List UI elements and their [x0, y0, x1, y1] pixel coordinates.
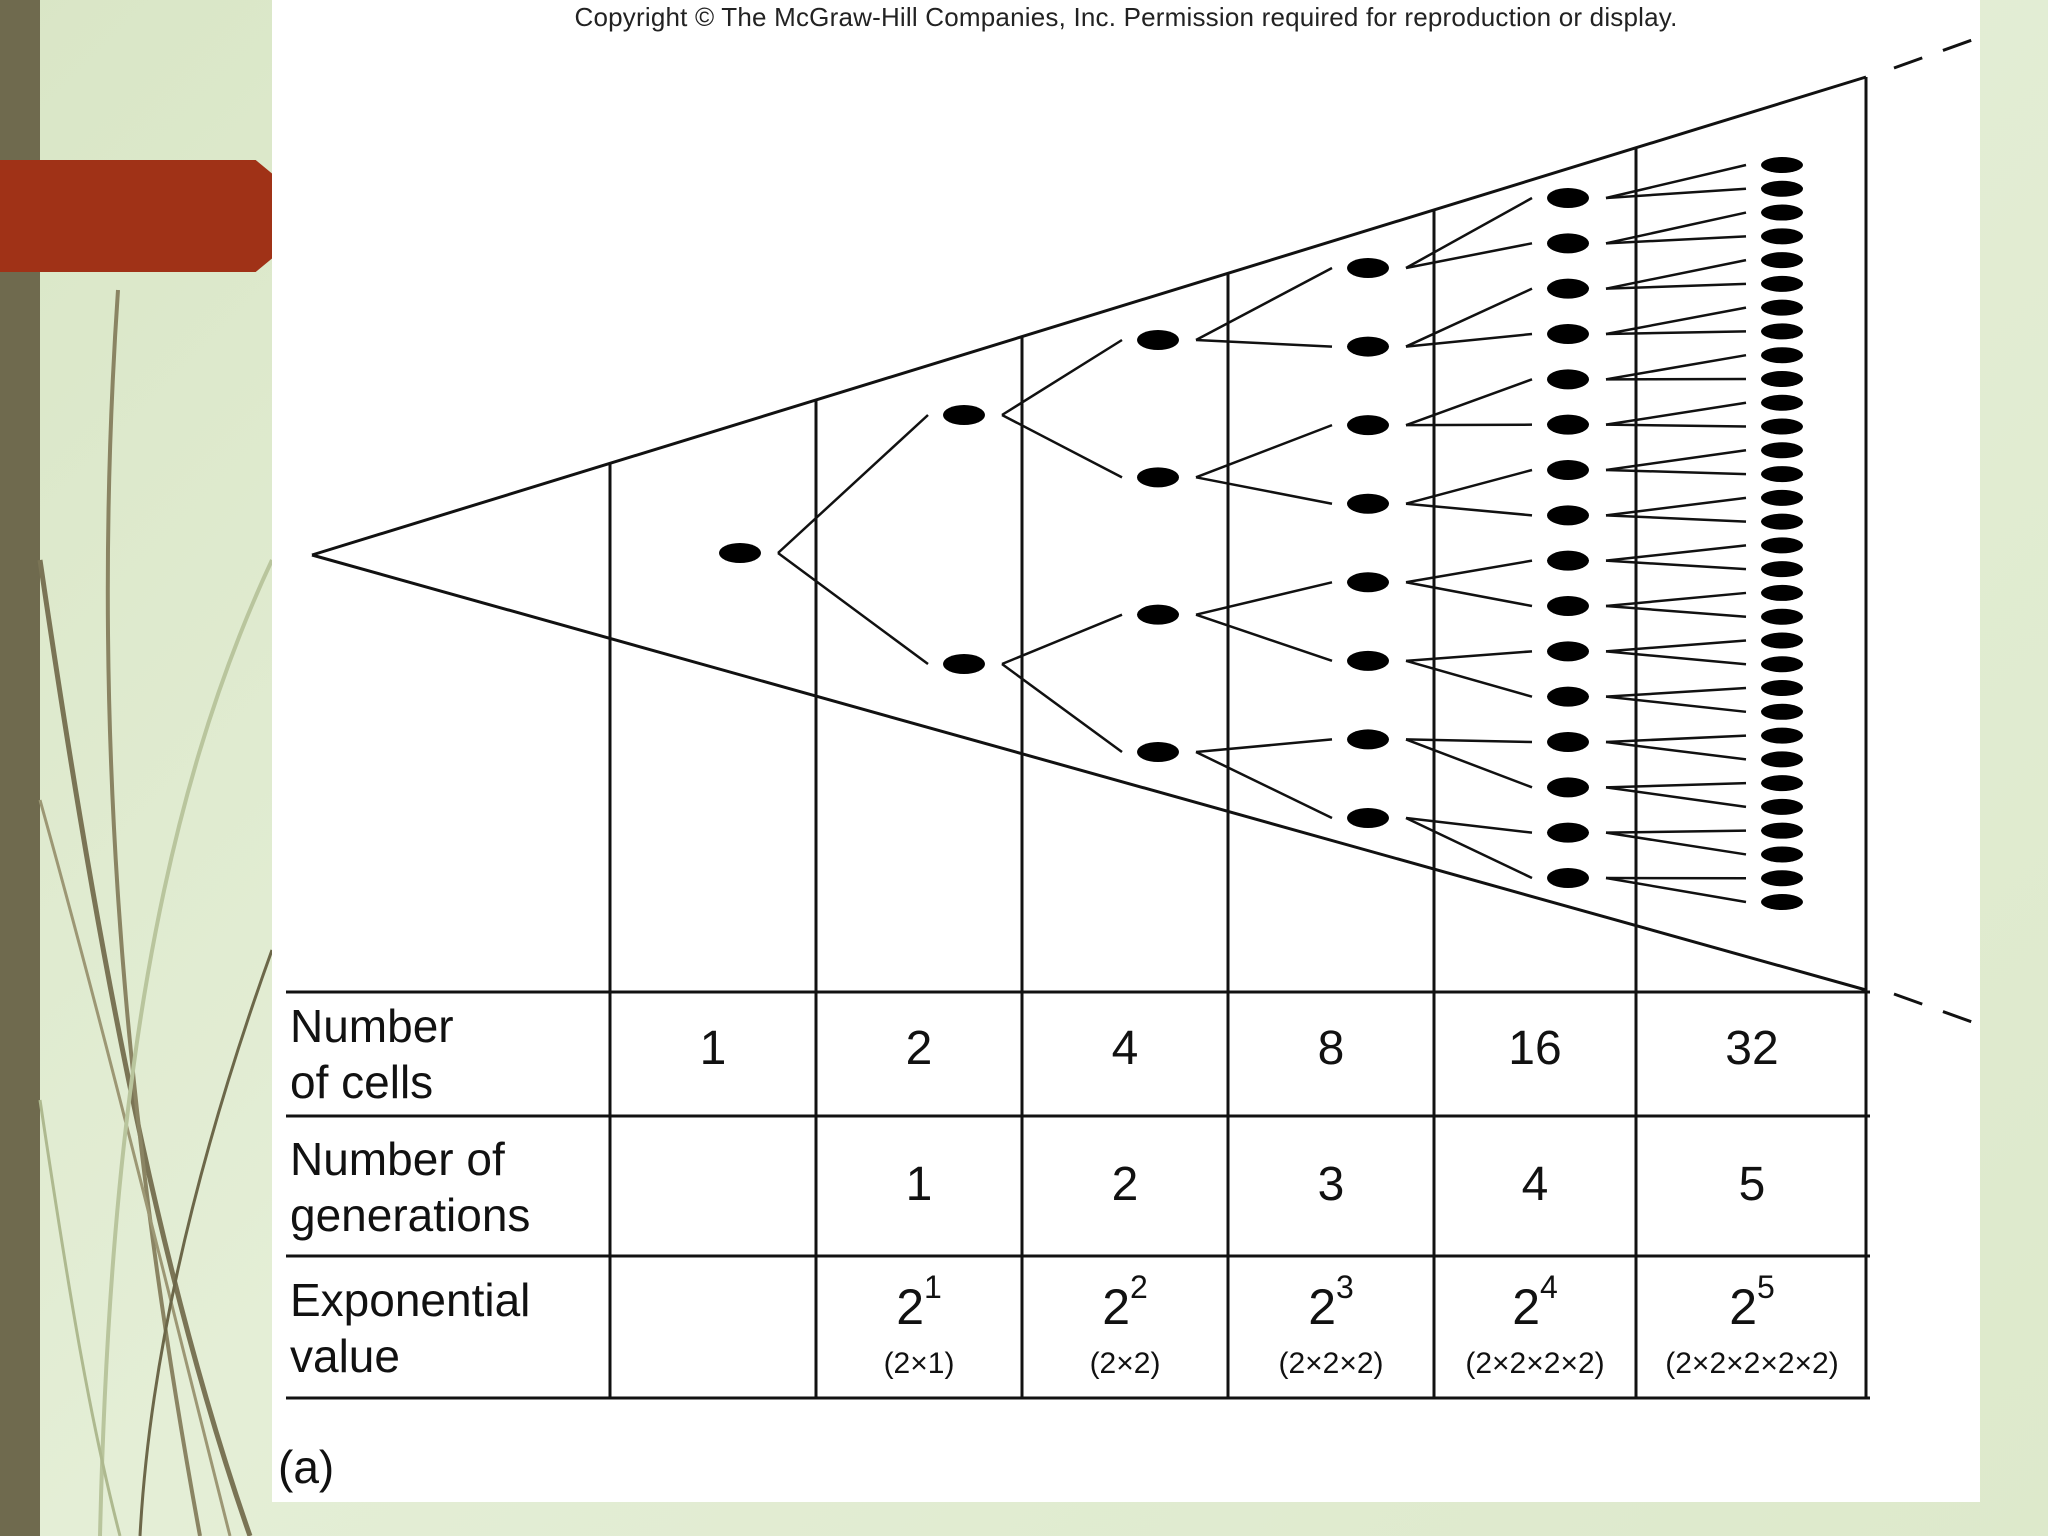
division-line: [1406, 379, 1532, 425]
bacterial-cell: [943, 405, 985, 425]
bacterial-cell: [1547, 324, 1589, 344]
bacterial-cell: [1347, 494, 1389, 514]
bacterial-cell: [1761, 466, 1803, 482]
bacterial-cell: [1761, 442, 1803, 458]
division-line: [1406, 334, 1532, 347]
division-line: [1606, 833, 1746, 855]
triangle-edge-bottom: [312, 555, 1866, 990]
division-line: [1606, 697, 1746, 712]
division-line: [1606, 878, 1746, 902]
generations-value: 2: [1111, 1158, 1139, 1211]
generations-value: 3: [1317, 1158, 1345, 1211]
bacterial-cell: [1761, 585, 1803, 601]
division-line: [1406, 818, 1532, 878]
bacterial-cell: [1761, 704, 1803, 720]
division-line: [1606, 355, 1746, 379]
bacterial-cell: [1547, 551, 1589, 571]
division-line: [1606, 470, 1746, 474]
division-line: [1606, 831, 1746, 833]
cells-value: 2: [905, 1022, 933, 1075]
bacterial-cell: [1761, 490, 1803, 506]
division-line: [1406, 661, 1532, 697]
cells-value: 4: [1111, 1022, 1139, 1075]
division-line: [1606, 783, 1746, 787]
bacterial-cell: [1761, 276, 1803, 292]
cells-value: 16: [1508, 1022, 1562, 1075]
bacterial-cell: [1137, 742, 1179, 762]
bacterial-cell: [1761, 799, 1803, 815]
generations-value: 5: [1738, 1158, 1766, 1211]
division-line: [1406, 739, 1532, 787]
division-line: [1606, 787, 1746, 807]
slide-accent-tab: [0, 160, 272, 272]
bacterial-cell: [1761, 680, 1803, 696]
bacterial-cell: [1761, 323, 1803, 339]
cells-value: 32: [1725, 1022, 1779, 1075]
bacterial-cell: [1547, 596, 1589, 616]
bacterial-cell: [1137, 605, 1179, 625]
bacterial-cell: [1547, 823, 1589, 843]
bacterial-cell: [1547, 732, 1589, 752]
division-line: [1606, 545, 1746, 560]
row-label-exponential: Exponential value: [290, 1274, 531, 1383]
division-line: [1406, 289, 1532, 347]
division-line: [1606, 450, 1746, 470]
bacterial-cell: [1547, 415, 1589, 435]
division-line: [1406, 651, 1532, 661]
exponential-value: $2^1$ (2×1): [883, 1269, 955, 1380]
bacterial-cell: [1137, 330, 1179, 350]
division-line: [1606, 403, 1746, 425]
division-line: [778, 415, 928, 553]
division-line: [1196, 477, 1332, 503]
bacterial-cell: [1761, 775, 1803, 791]
division-line: [1196, 340, 1332, 347]
bacterial-cell: [1761, 846, 1803, 862]
bacterial-cell: [1547, 460, 1589, 480]
exponential-value: $2^3$ (2×2×2): [1278, 1269, 1384, 1380]
bacterial-cell: [1761, 656, 1803, 672]
division-line: [1002, 664, 1122, 752]
bacterial-cell: [943, 654, 985, 674]
bacterial-cell: [1761, 751, 1803, 767]
cells-value: 1: [699, 1022, 727, 1075]
division-line: [1406, 561, 1532, 583]
bacterial-cell: [1347, 258, 1389, 278]
division-line: [1196, 615, 1332, 661]
exponential-value: $2^2$ (2×2): [1089, 1269, 1161, 1380]
bacterial-cell: [1761, 561, 1803, 577]
bacterial-cell: [1547, 505, 1589, 525]
bacterial-cell: [1547, 868, 1589, 888]
division-line: [1606, 736, 1746, 742]
bacterial-cell: [1761, 181, 1803, 197]
bacterial-cell: [1761, 252, 1803, 268]
bacterial-cell: [1761, 609, 1803, 625]
division-line: [1406, 818, 1532, 833]
bacterial-cell: [1137, 467, 1179, 487]
row-label-cells: Number of cells: [290, 1000, 454, 1109]
bacterial-cell: [1547, 641, 1589, 661]
bacterial-cell: [1347, 415, 1389, 435]
bacterial-cell: [1347, 337, 1389, 357]
division-line: [1196, 425, 1332, 477]
bacterial-cell: [1761, 228, 1803, 244]
figure-panel: [272, 0, 1980, 1502]
division-line: [1196, 582, 1332, 614]
copyright-notice: Copyright © The McGraw-Hill Companies, Inc. Permission required for reproduction or display.: [574, 2, 1678, 32]
division-line: [1606, 651, 1746, 664]
division-line: [1606, 593, 1746, 606]
division-line: [778, 553, 928, 664]
generations-value: 4: [1521, 1158, 1549, 1211]
division-line: [1606, 561, 1746, 569]
bacterial-cell: [1761, 632, 1803, 648]
division-line: [1606, 606, 1746, 617]
bacterial-cell: [1761, 300, 1803, 316]
bacterial-cell: [1547, 233, 1589, 253]
division-line: [1406, 243, 1532, 268]
bacterial-cell: [1347, 808, 1389, 828]
division-line: [1406, 470, 1532, 504]
row-label-generations: Number of generations: [290, 1133, 531, 1242]
bacterial-cell: [1547, 369, 1589, 389]
bacterial-cell: [1761, 157, 1803, 173]
division-line: [1606, 688, 1746, 697]
bacterial-cell: [1761, 371, 1803, 387]
division-line: [1002, 340, 1122, 415]
division-line: [1606, 425, 1746, 427]
bacterial-cell: [1547, 188, 1589, 208]
bacterial-cell: [719, 543, 761, 563]
panel-label: (a): [278, 1441, 335, 1493]
division-line: [1606, 515, 1746, 521]
division-line: [1606, 308, 1746, 334]
division-line: [1406, 504, 1532, 516]
division-line: [1606, 331, 1746, 334]
bacterial-cell: [1547, 279, 1589, 299]
bacterial-cell: [1761, 347, 1803, 363]
division-line: [1406, 198, 1532, 268]
extension-dash-bottom: [1894, 994, 1972, 1022]
bacterial-cell: [1547, 687, 1589, 707]
bacterial-cell: [1761, 870, 1803, 886]
bacterial-cell: [1347, 572, 1389, 592]
bacterial-cell: [1547, 777, 1589, 797]
bacterial-cell: [1347, 651, 1389, 671]
triangle-edge-top: [312, 77, 1866, 555]
division-line: [1002, 615, 1122, 664]
cells-value: 8: [1317, 1022, 1345, 1075]
bacterial-cell: [1761, 419, 1803, 435]
division-line: [1606, 742, 1746, 759]
extension-dash-top: [1894, 40, 1972, 68]
division-line: [1002, 415, 1122, 477]
bacterial-cell: [1761, 537, 1803, 553]
bacterial-cell: [1761, 894, 1803, 910]
exponential-value: $2^4$ (2×2×2×2): [1465, 1269, 1605, 1380]
bacterial-cell: [1761, 395, 1803, 411]
bacterial-cell: [1761, 514, 1803, 530]
generations-value: 1: [905, 1158, 933, 1211]
division-line: [1606, 498, 1746, 515]
division-line: [1196, 268, 1332, 340]
bacterial-cell: [1761, 823, 1803, 839]
bacterial-cell: [1761, 205, 1803, 221]
exponential-value: $2^5$ (2×2×2×2×2): [1665, 1269, 1839, 1380]
division-line: [1606, 640, 1746, 651]
division-line: [1196, 739, 1332, 752]
division-line: [1406, 582, 1532, 606]
division-line: [1406, 739, 1532, 742]
bacterial-cell: [1761, 728, 1803, 744]
bacterial-cell: [1347, 729, 1389, 749]
